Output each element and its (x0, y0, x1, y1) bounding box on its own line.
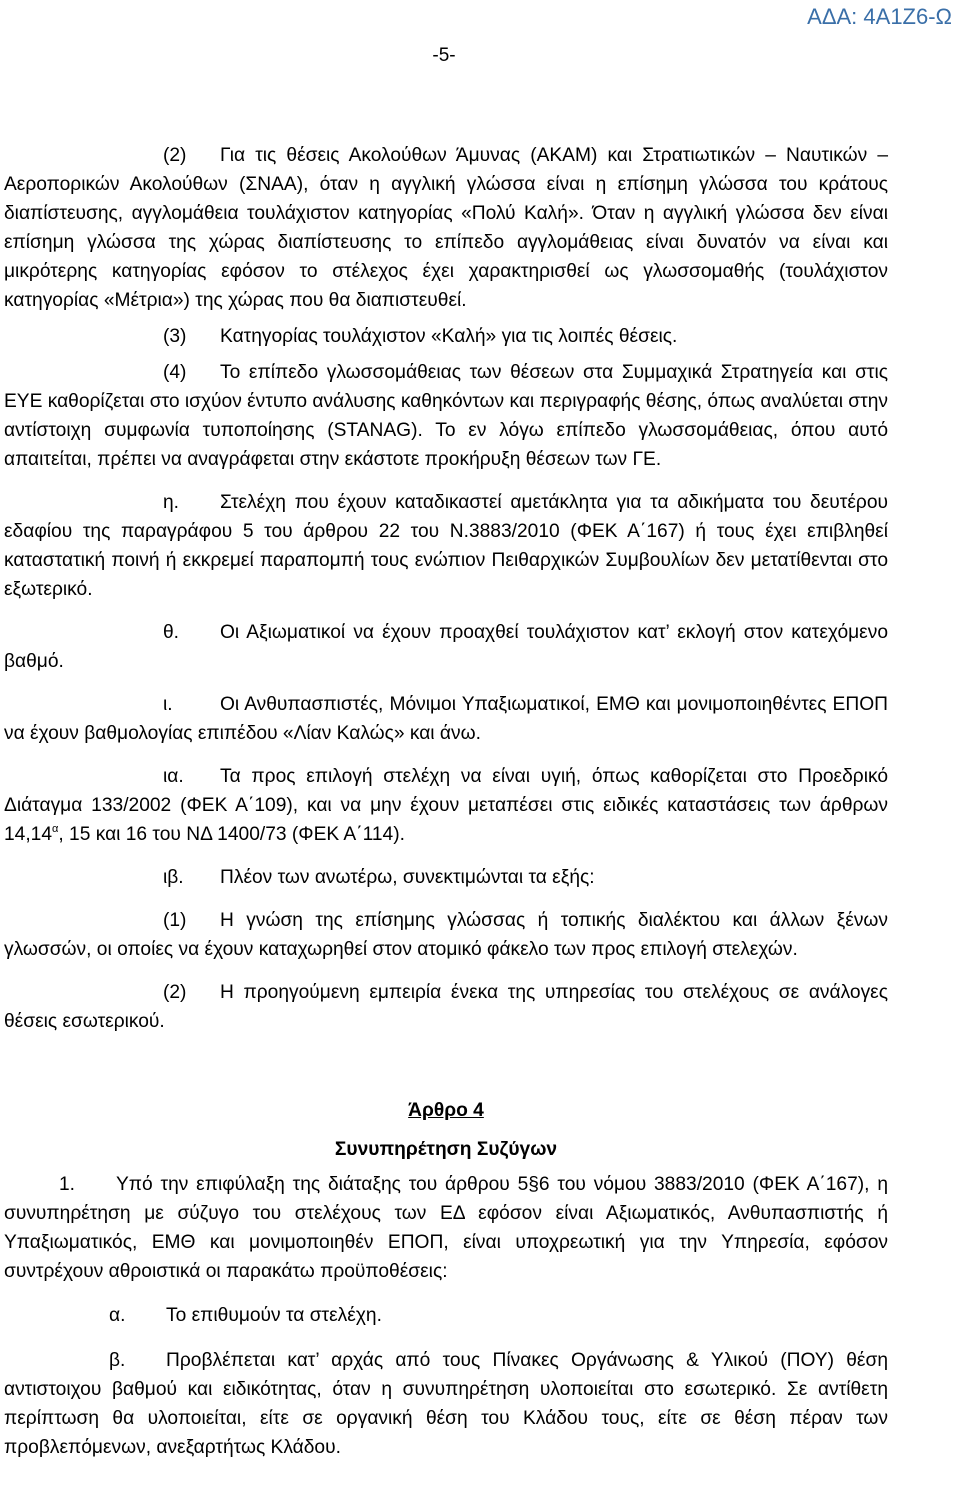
paragraph-text: Πλέον των ανωτέρω, συνεκτιμώνται τα εξής: (220, 867, 595, 888)
paragraph-theta (4, 618, 888, 676)
article-subtitle: Συνυπηρέτηση Συζύγων (334, 1139, 558, 1160)
paragraph-marker: (2) (163, 145, 187, 166)
paragraph-text: Στελέχη που έχουν καταδικαστεί αμετάκλητα για τα αδικήματα του δευτέρου εδαφίου της παραγράφου 5 του άρθρου 22 του Ν.3883/2010 (ΦΕΚ Α΄167) ή τους έχει επιβληθεί καταστατική ποινή ή εκκρεμεί παραπομπή τους ενώπιον Πειθαρχικών Συμβουλίων δεν μετατίθενται στο εξωτερικό. (4, 492, 888, 600)
paragraph-marker: θ. (163, 622, 180, 643)
paragraph-text: Το επίπεδο γλωσσομάθειας των θέσεων στα Συμμαχικά Στρατηγεία και στις ΕΥΕ καθορίζεται στο ισχύον έντυπο ανάλυσης καθηκόντων και περιγραφής θέσης, όπως αναλύεται στην αντίστοιχη συμφωνία τυποποίησης (STANAG). Το εν λόγω επίπεδο γλωσσομάθειας, όπου αυτό απαιτείται, πρέπει να αναγράφεται στην εκάστοτε προκήρυξη θέσεων των ΓΕ. (4, 362, 888, 470)
paragraph-marker: ι. (163, 694, 173, 715)
superscript-alpha: α (52, 823, 59, 835)
paragraph-text-end: , 15 και 16 του ΝΔ 1400/73 (ΦΕΚ Α΄114). (58, 824, 405, 845)
paragraph-text: Η προηγούμενη εμπειρία ένεκα της υπηρεσίας του στελέχους σε ανάλογες θέσεις εσωτερικού. (4, 982, 888, 1032)
paragraph-marker: (2) (163, 982, 187, 1003)
article-paragraph-1 (4, 1170, 888, 1286)
paragraph-eta (4, 488, 888, 604)
paragraph-marker: α. (109, 1305, 126, 1326)
paragraph-ib (4, 863, 888, 892)
article-item-b (4, 1346, 888, 1462)
paragraph-text: Η γνώση της επίσημης γλώσσας ή τοπικής διαλέκτου και άλλων ξένων γλωσσών, οι οποίες να έχουν καταχωρηθεί στον ατομικό φάκελο των προς επιλογή στελεχών. (4, 910, 888, 960)
paragraph-2 (4, 141, 888, 315)
paragraph-marker: 1. (59, 1174, 76, 1195)
paragraph-text: Υπό την επιφύλαξη της διάταξης του άρθρου 5§6 του νόμου 3883/2010 (ΦΕΚ Α΄167), η συνυπηρέτηση με σύζυγο του στελέχους των ΕΔ εφόσον είναι Αξιωματικός, Ανθυπασπιστής ή Υπαξιωματικός, ΕΜΘ και μονιμοποιηθέν ΕΠΟΠ, είναι υποχρεωτική για την Υπηρεσία, εφόσον συντρέχουν αθροιστικά οι παρακάτω προϋποθέσεις: (4, 1174, 888, 1282)
paragraph-text: Για τις θέσεις Ακολούθων Άμυνας (ΑΚΑΜ) και Στρατιωτικών – Ναυτικών – Αεροπορικών Ακολούθων (ΣΝΑΑ), όταν η αγγλική γλώσσα είναι η επίσημη γλώσσα του κράτους διαπίστευσης, αγγλομάθεια τουλάχιστον κατηγορίας «Πολύ Καλή». Όταν η αγγλική γλώσσα δεν είναι επίσημη γλώσσα της χώρας διαπίστευσης το επίπεδο αγγλομάθειας είναι δυνατόν να είναι και μικρότερης κατηγορίας εφόσον το στέλεχος έχει χαρακτηρισθεί ως γλωσσομαθής (τουλάχιστον κατηγορίας «Μέτρια») της χώρας που θα διαπιστευθεί. (4, 145, 888, 311)
paragraph-3 (4, 322, 888, 351)
paragraph-iota (4, 690, 888, 748)
paragraph-marker: β. (109, 1350, 126, 1371)
paragraph-marker: (1) (163, 910, 187, 931)
paragraph-ia (4, 762, 888, 849)
page-number: -5- (432, 45, 456, 66)
article-title (4, 1096, 888, 1125)
paragraph-ib-1 (4, 906, 888, 964)
paragraph-ib-2 (4, 978, 888, 1036)
paragraph-marker: ια. (163, 766, 184, 787)
paragraph-text: Οι Αξιωματικοί να έχουν προαχθεί τουλάχιστον κατ’ εκλογή στον κατεχόμενο βαθμό. (4, 622, 888, 672)
paragraph-text: Κατηγορίας τουλάχιστον «Καλή» για τις λοιπές θέσεις. (220, 326, 678, 347)
paragraph-marker: (3) (163, 326, 187, 347)
document-body (4, 141, 888, 1462)
article-item-a (4, 1301, 888, 1330)
article-title-text: Άρθρο 4 (408, 1100, 484, 1121)
paragraph-marker: η. (163, 492, 180, 513)
ada-code: ΑΔΑ: 4Α1Ζ6-Ω (807, 4, 952, 29)
paragraph-4 (4, 358, 888, 474)
paragraph-marker: ιβ. (163, 867, 184, 888)
paragraph-marker: (4) (163, 362, 187, 383)
paragraph-text: Τα προς επιλογή στελέχη να είναι υγιή, όπως καθορίζεται στο Προεδρικό Διάταγμα 133/2002 (ΦΕΚ Α΄109), και να μην έχουν μεταπέσει στις ειδικές καταστάσεις των άρθρων 14,14 (4, 766, 888, 845)
paragraph-text: Οι Ανθυπασπιστές, Μόνιμοι Υπαξιωματικοί, ΕΜΘ και μονιμοποιηθέντες ΕΠΟΠ να έχουν βαθμολογίας επιπέδου «Λίαν Καλώς» και άνω. (4, 694, 888, 744)
paragraph-text: Προβλέπεται κατ’ αρχάς από τους Πίνακες Οργάνωσης & Υλικού (ΠΟΥ) θέση αντιστοιχου βαθμού και ειδικότητας, όταν η συνυπηρέτηση υλοποιείται στο εσωτερικό. Σε αντίθετη περίπτωση θα υλοποιείται, είτε σε οργανική θέση του Κλάδου τους, είτε σε θέση πέραν των προβλεπόμενων, ανεξαρτήτως Κλάδου. (4, 1350, 888, 1458)
paragraph-text: Το επιθυμούν τα στελέχη. (166, 1305, 382, 1326)
